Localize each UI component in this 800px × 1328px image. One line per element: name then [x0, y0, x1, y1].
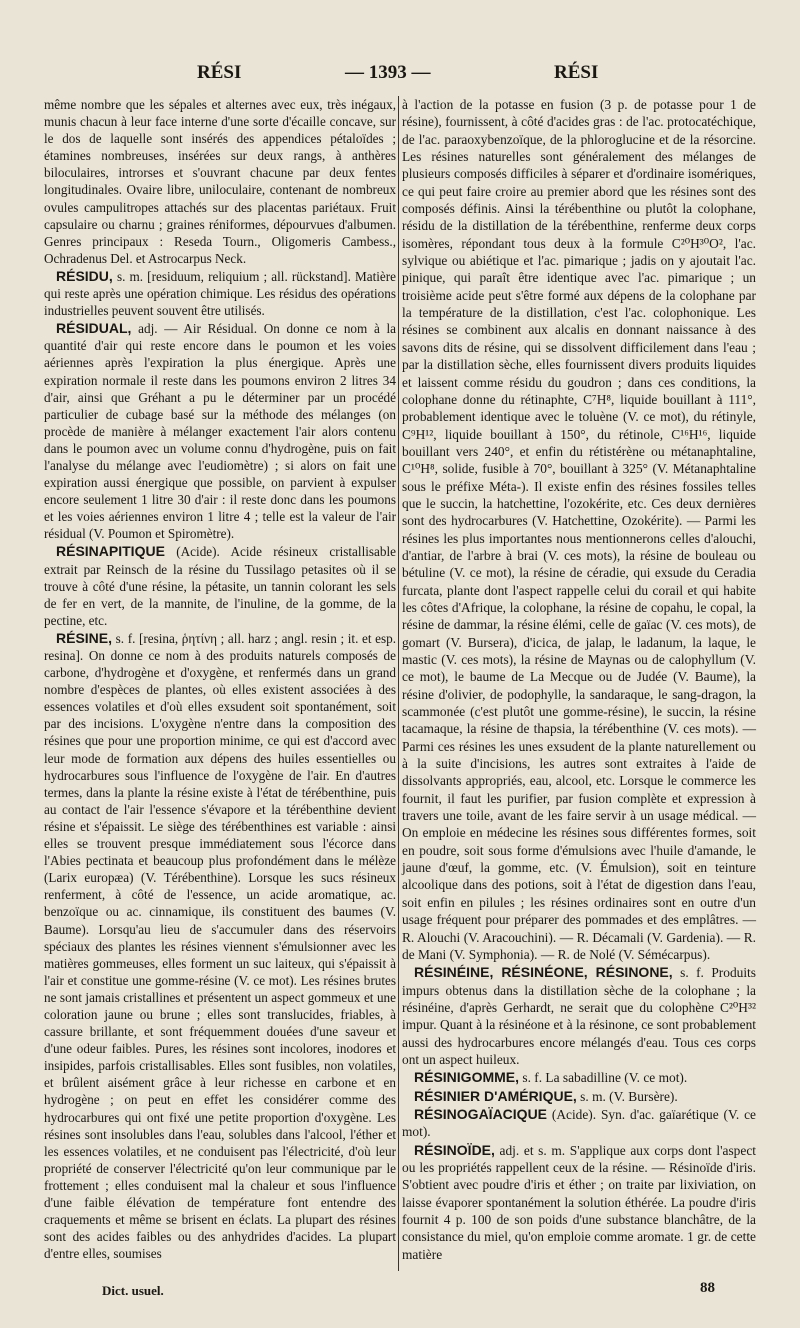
running-header: [0, 62, 800, 88]
entry-resineine: [402, 964, 756, 1068]
headword: RÉSINÉINE, RÉSINÉONE, RÉSINONE,: [414, 964, 673, 981]
headword: RÉSIDU,: [56, 267, 113, 284]
headword: RÉSINIER D'AMÉRIQUE,: [414, 1087, 577, 1104]
continued-paragraph: à l'action de la potasse en fusion (3 p. de potasse pour 1 de résine), fournissent, à côté d'acides gras : de l'ac. protocatéchique, de l'ac. paraoxybenzoïque, de la phloroglucine et de la résorcine. Les résines naturelles sont généralement des mélanges de plusieurs composés difficiles à séparer et d'ordinaire isomériques, ce qui peut faire croire au premier abord que les résines sont des composés définis. Ainsi la térébenthine ou plutôt la colophane, résidu de la distillation de la térébenthine, renferme deux corps isomères, répondant tous deux à la formule C²⁰H³⁰O², l'ac. sylvique ou abiétique et l'ac. pimarique ; jadis on y ajoutait l'ac. pinique, qui paraît être identique avec l'ac. pimarique ; un troisième acide peut s'être formé aux dépens de la colophane par la température de la distillation, c'est l'ac. colophonique. Les résines se combinent aux alcalis en donnant naissance à des savons dits de résine, qui se dissolvent difficilement dans l'eau ; par la distillation sèche, elles fournissent divers produits liquides et laissent comme résidu du goudron ; dans ces conditions, la colophane donne du rétinaphte, C⁷H⁸, liquide bouillant à 111°, probablement identique avec le toluène (V. ce mot), du rétinyle, C⁹H¹², liquide bouillant à 150°, du rétinole, C¹⁶H¹⁶, liquide bouillant vers 240°, et enfin du rétistérène ou métanaphtaline, C¹⁰H⁸, solide, fusible à 70°, bouillant à 325° (V. Métanaphtaline sous le préfixe Méta-). Il existe enfin des résines fossiles telles que le succin, la hatchettine, l'ozokérite, etc. Ces deux dernières sont des hydrocarbures (V. Hatchettine, Ozokérite). — Parmi les résines les plus importantes nous mentionnerons celles d'alouchi, d'antiar, de l'arbre à brai (V. ces mots), la résine de bouleau ou bétuline (V. ce mot), la résine de céradie, qui exsude du Ceradia furcata, plante dont l'aspect rappelle celui du corail et qui habite les côtes d'Afrique, la colophane, la résine de copahu, le copal, la résine de dammar, la résine élémi, celle de gaïac (V. ces mots), de gomart (V. Bursera), d'icica, de jalap, le ladanum, la laque, le mastic (V. ces mots), la résine de Maynas ou de calophyllum (V. ce mot), le baume de La Mecque ou de Judée (V. Baume), la résine d'olivier, de podophylle, la sandaraque, le sang-dragon, la scammonée (c'est plutôt une gomme-résine), le succin, la résine tacamaque, la résine de thapsia, la térébenthine (V. ces mots). — Parmi ces résines les unes exsudent de la plante naturellement ou à la suite d'incisions, les autres sont extraites à l'aide de dissolvants appropriés, eau, alcool, etc. Lorsque le commerce les fournit, il faut les purifier, par fusion complète et expression à travers une toile, avant de les faire servir à un usage médical. — On emploie en médecine les résines sous différentes formes, soit en poudre, soit sous forme d'émulsions avec l'huile d'amande, le jaune d'œuf, la gomme, etc. (V. Émulsion), soit en teinture alcoolique dans des potions, soit à l'état de digestion dans l'eau, soit enfin en pilules ; les résines ordinaires sont en outre d'un usage fréquent pour préparer des pommades et des emplâtres. — R. Alouchi (V. Aracouchini). — R. Décamali (V. Gardenia). — R. de Mani (V. Symphonia). — R. de Nolé (V. Sémécarpus).: [402, 97, 756, 962]
headword: RÉSINAPITIQUE: [56, 543, 165, 560]
entry-residual: [44, 320, 396, 542]
footer-sheet-number: 88: [700, 1280, 715, 1296]
entry-text: (Acide). Acide résineux cristallisable extrait par Reinsch de la résine du Tussilago petasites où il se trouve à côté d'une résine, la pétasite, un tannin colorant les sels de fer en vert, de la mannite, de l'inuline, de la gomme, de la pectine, etc.: [44, 544, 396, 628]
header-left-word: RÉSI: [197, 62, 242, 83]
entry-text: adj. — Air Résidual. On donne ce nom à la quantité d'air qui reste encore dans le poumon et les voies aériennes après l'expiration la plus énergique. Après une expiration normale il reste dans les poumons environ 2 litres 34 d'air, ainsi que Gréhant a pu le déterminer par un procédé particulier de cubage basé sur la méthode des mélanges (on procède de manière à mélanger exactement l'air alors contenu dans le poumon avec un volume connu d'hydrogène, puis on fait l'analyse du mélange avec l'eudiomètre) ; si alors on fait une expiration aussi énergique que possible, on parvient à expulser encore seulement 1 litre 30 d'air : il reste donc dans les poumons et les voies aériennes environ 1 litre 4 ; telle est la valeur de l'air résidual (V. Poumon et Spiromètre).: [44, 321, 397, 542]
headword: RÉSINIGOMME,: [414, 1069, 520, 1086]
headword: RÉSIDUAL,: [56, 320, 132, 337]
entry-text: s. f. La sabadilline (V. ce mot).: [522, 1070, 688, 1086]
entry-text: s. m. (V. Bursère).: [580, 1088, 678, 1104]
entry-resinoide: [402, 1142, 756, 1263]
entry-resinapitique: [44, 543, 396, 628]
entry-resinogaiacique: [402, 1106, 756, 1141]
entry-text: s. f. Produits impurs obtenus dans la distillation sèche de la colophane ; la résinéine, d'après Gerhardt, ne serait que du colophène C²⁰H³² impur. Quant à la résinéone et à la résinone, ce sont probablement aussi des hydrocarbures encore mélangés d'eau. Tous ces corps ont un aspect huileux.: [402, 965, 756, 1067]
entry-resinier: [402, 1088, 756, 1105]
headword: RÉSINE,: [56, 629, 113, 646]
headword: RÉSINOGAÏACIQUE: [414, 1105, 548, 1122]
headword: RÉSINOÏDE,: [414, 1141, 495, 1158]
entry-text: (Acide). Syn. d'ac. gaïarétique (V. ce mot).: [402, 1106, 756, 1140]
footer-signature: Dict. usuel.: [102, 1283, 164, 1298]
continued-paragraph: même nombre que les sépales et alternes avec eux, très inégaux, munis chacun à leur face interne d'une sorte d'écaille concave, sur le dos de laquelle sont insérés des appendices pétaloïdes ; étamines nombreuses, insérées sur deux rangs, à anthères biloculaires, introrses et s'ouvrant chacune par deux fentes longitudinales. Ovaire libre, uniloculaire, contenant de nombreux ovules campulitropes attachés sur des placentas pariétaux. Fruit capsulaire ou charnu ; graines réniformes, dépourvues d'albumen. Genres principaux : Reseda Tourn., Oligomeris Cambess., Ochradenus Del. et Astrocarpus Neck.: [44, 97, 396, 266]
right-column: [402, 96, 756, 1263]
entry-resinigomme: [402, 1069, 756, 1086]
column-divider: [398, 96, 399, 1271]
entry-text: s. m. [residuum, reliquium ; all. rückstand]. Matière qui reste après une opération chimique. Les résidus des opérations industrielles peuvent souvent être utilisés.: [44, 268, 396, 319]
entry-residu: [44, 268, 396, 319]
header-right-word: RÉSI: [554, 62, 599, 83]
entry-text: adj. et s. m. S'applique aux corps dont l'aspect ou les propriétés rappellent ceux de la résine. — Résinoïde d'iris. S'obtient avec poudre d'iris et éther ; on traite par lixiviation, on laisse évaporer spontanément la solution éthérée. La poudre d'iris fournit 4 p. 100 de son poids d'une substance blanchâtre, de la consistance du miel, qu'on emploie comme aromate. 1 gr. de cette matière: [402, 1142, 756, 1262]
page-number: — 1393 —: [345, 62, 431, 83]
entry-text: s. f. [resina, ῥητίνη ; all. harz ; angl. resin ; it. et esp. resina]. On donne ce nom à des produits naturels composés de carbone, d'hydrogène et d'oxygène, et renfermés dans un grand nombre d'espèces de plantes, où elles existent associées à des essences volatiles et d'où elles exsudent soit spontanément, soit par des incisions. L'oxygène n'entre dans la composition des résines que pour une proportion minime, ce qui est d'accord avec leur mode de formation aux dépens des huiles essentielles ou hydrocarbures sous l'influence de l'oxygène de l'air. En d'autres termes, dans la plante la résine existe à l'état de térébenthine, puis au contact de l'air l'essence s'évapore et la térébenthine devient résine et s'épaissit. Le siège des térébenthines est variable : ainsi elles se trouvent presque immédiatement sous l'écorce dans l'Abies pectinata et beaucoup plus profondément dans le mélèze (Larix europæa) (V. Térébenthine). Lorsque les sucs résineux renferment, à côté de l'essence, un acide aromatique, ac. benzoïque ou ac. cinnamique, ils constituent des baumes (V. Baume). Lorsqu'au lieu de s'accumuler dans des réservoirs spéciaux des plantes les résines viennent s'émulsionner avec les matières gommeuses, elles forment un suc laiteux, qui s'épaissit à l'air et constitue une gomme-résine (V. ce mot). Les résines brutes ne sont jamais cristallines et présentent un aspect gommeux et une coloration jaune ou brune ; elles sont translucides, friables, à cassure brillante, et sont fréquemment douées d'une saveur et d'une odeur faibles. Pures, les résines sont incolores, inodores et insipides, parfois cristallisables. Elles sont fusibles, non volatiles, et brûlent aisément grâce à leur richesse en carbone et en hydrogène ; on peut en effet les considérer comme des hydrocarbures qui ont fixé une petite proportion d'oxygène. Les résines sont insolubles dans l'eau, solubles dans l'alcool, l'éther et les essences volatiles, et ne conduisent pas l'électricité, d'où leur propriété de conserver l'électricité qu'on leur communique par le frottement ; elles conduisent mal la chaleur et sous l'influence d'une faible élévation de température font entendre des craquements et même se brisent en éclats. La plupart des résines sont des acides faibles ou des anhydrides d'acides. La plupart d'entre elles, soumises: [44, 630, 397, 1262]
left-column: [44, 96, 396, 1262]
entry-resine: [44, 630, 396, 1262]
